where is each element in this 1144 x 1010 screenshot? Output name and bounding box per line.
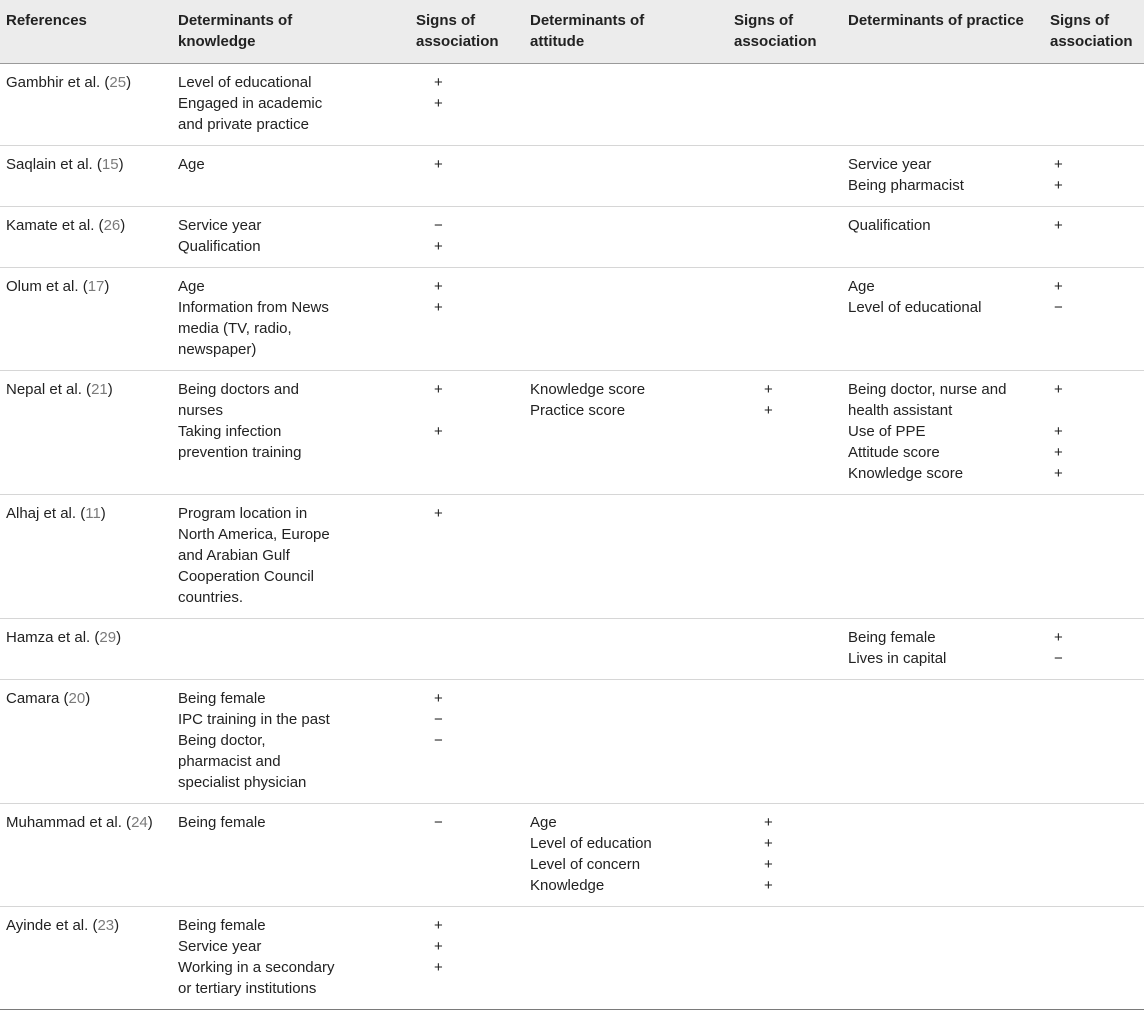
attitude-determinants xyxy=(524,64,696,146)
sign-of-association: − xyxy=(1054,299,1063,316)
knowledge-signs xyxy=(344,64,524,146)
knowledge-determinants xyxy=(172,371,344,495)
knowledge-signs xyxy=(344,680,524,804)
knowledge-determinants xyxy=(172,804,344,907)
sign-of-association: + xyxy=(434,95,443,112)
attitude-signs xyxy=(696,495,842,619)
reference-cell: Kamate et al. (26) xyxy=(0,207,172,268)
practice-determinants-item: Service year xyxy=(848,156,932,173)
sign-of-association: + xyxy=(764,856,773,873)
sign-of-association: + xyxy=(764,381,773,398)
sign-of-association: − xyxy=(434,814,443,831)
attitude-determinants-item: Knowledge score xyxy=(530,381,646,398)
header-row xyxy=(0,0,1144,64)
reference-cell: Saqlain et al. (15) xyxy=(0,146,172,207)
attitude-signs xyxy=(696,207,842,268)
reference-number[interactable]: 24 xyxy=(131,814,148,831)
sign-of-association: + xyxy=(1054,278,1063,295)
knowledge-determinants xyxy=(172,268,344,371)
attitude-signs xyxy=(696,64,842,146)
sign-of-association: − xyxy=(434,711,443,728)
reference-number[interactable]: 20 xyxy=(68,690,86,707)
knowledge-determinants-item: IPC training in the past xyxy=(178,711,330,728)
practice-signs xyxy=(1046,371,1144,495)
knowledge-determinants-item: Qualification xyxy=(178,238,261,255)
knowledge-signs xyxy=(344,495,524,619)
attitude-signs xyxy=(696,146,842,207)
sign-of-association: + xyxy=(434,74,443,91)
reference-name: Ayinde et al. xyxy=(6,917,89,934)
practice-determinants xyxy=(842,64,1046,146)
attitude-signs xyxy=(696,907,842,1010)
knowledge-signs xyxy=(344,619,524,680)
knowledge-determinants-item: Age xyxy=(178,156,205,173)
sign-of-association: − xyxy=(1054,650,1063,667)
table-row xyxy=(0,207,1144,268)
knowledge-determinants-item: Program location in North America, Europe and Arabian Gulf Cooperation Council countries. xyxy=(178,505,330,606)
practice-signs xyxy=(1046,207,1144,268)
header-determinants-practice: Determinants of practice xyxy=(842,0,1046,64)
practice-determinants xyxy=(842,371,1046,495)
reference-cell: Hamza et al. (29) xyxy=(0,619,172,680)
sign-of-association: + xyxy=(1054,465,1063,482)
practice-signs xyxy=(1046,64,1144,146)
practice-determinants xyxy=(842,907,1046,1010)
practice-determinants-item: Attitude score xyxy=(848,444,940,461)
attitude-determinants xyxy=(524,619,696,680)
knowledge-determinants xyxy=(172,207,344,268)
reference-cell: Ayinde et al. (23) xyxy=(0,907,172,1010)
knowledge-signs xyxy=(344,268,524,371)
sign-of-association: + xyxy=(764,402,773,419)
knowledge-determinants-item: Being doctors and nurses xyxy=(178,381,299,419)
attitude-determinants-item: Knowledge xyxy=(530,877,605,894)
header-signs-knowledge: Signs of association xyxy=(344,0,524,64)
attitude-determinants-item: Practice score xyxy=(530,402,626,419)
attitude-determinants xyxy=(524,146,696,207)
practice-signs xyxy=(1046,680,1144,804)
sign-of-association: + xyxy=(434,156,443,173)
practice-determinants-item: Lives in capital xyxy=(848,650,947,667)
attitude-signs xyxy=(696,619,842,680)
table-row xyxy=(0,680,1144,804)
practice-determinants-item: Knowledge score xyxy=(848,465,964,482)
reference-cell: Olum et al. (17) xyxy=(0,268,172,371)
practice-signs xyxy=(1046,907,1144,1010)
table-row xyxy=(0,619,1144,680)
practice-determinants-item: Being female xyxy=(848,629,936,646)
table-row xyxy=(0,371,1144,495)
reference-name: Gambhir et al. xyxy=(6,74,101,91)
sign-of-association: + xyxy=(434,505,443,522)
knowledge-determinants xyxy=(172,907,344,1010)
sign-of-association: + xyxy=(1054,177,1063,194)
attitude-determinants xyxy=(524,371,696,495)
sign-of-association: + xyxy=(434,299,443,316)
practice-determinants xyxy=(842,680,1046,804)
table-row xyxy=(0,146,1144,207)
knowledge-determinants-item: Taking infection prevention training xyxy=(178,423,302,461)
knowledge-signs xyxy=(344,207,524,268)
knowledge-determinants-item: Being female xyxy=(178,814,266,831)
attitude-signs xyxy=(696,371,842,495)
sign-of-association: − xyxy=(434,217,443,234)
practice-determinants xyxy=(842,207,1046,268)
reference-number[interactable]: 15 xyxy=(101,156,119,173)
practice-determinants-item: Use of PPE xyxy=(848,423,926,440)
table-row xyxy=(0,804,1144,907)
practice-determinants-item: Being pharmacist xyxy=(848,177,964,194)
sign-of-association: + xyxy=(434,938,443,955)
practice-determinants-item: Qualification xyxy=(848,217,931,234)
sign-of-association: + xyxy=(764,877,773,894)
reference-number[interactable]: 17 xyxy=(87,278,105,295)
practice-determinants xyxy=(842,268,1046,371)
attitude-determinants-item: Level of education xyxy=(530,835,652,852)
knowledge-signs xyxy=(344,804,524,907)
knowledge-determinants-item: Being doctor, pharmacist and specialist physician xyxy=(178,732,307,791)
reference-number[interactable]: 25 xyxy=(109,74,127,91)
knowledge-signs xyxy=(344,371,524,495)
sign-of-association: + xyxy=(434,690,443,707)
knowledge-determinants-item: Information from News media (TV, radio, newspaper) xyxy=(178,299,329,358)
table-row xyxy=(0,64,1144,146)
sign-of-association: + xyxy=(434,278,443,295)
reference-name: Olum et al. xyxy=(6,278,79,295)
table-row xyxy=(0,907,1144,1010)
knowledge-determinants-item: Service year xyxy=(178,938,262,955)
knowledge-determinants-item: Working in a secondary or tertiary institutions xyxy=(178,959,335,997)
attitude-determinants xyxy=(524,495,696,619)
sign-of-association: + xyxy=(1054,629,1063,646)
header-signs-attitude: Signs of association xyxy=(696,0,842,64)
sign-of-association: + xyxy=(434,381,443,398)
knowledge-determinants-item: Being female xyxy=(178,917,266,934)
reference-name: Nepal et al. xyxy=(6,381,82,398)
attitude-determinants xyxy=(524,907,696,1010)
practice-signs xyxy=(1046,268,1144,371)
reference-name: Camara xyxy=(6,690,60,707)
sign-of-association: + xyxy=(434,917,443,934)
table-row xyxy=(0,268,1144,371)
reference-cell: Muhammad et al. (24) xyxy=(0,804,172,907)
table-row xyxy=(0,495,1144,619)
reference-name: Muhammad et al. xyxy=(6,814,122,831)
knowledge-determinants xyxy=(172,64,344,146)
attitude-determinants-item: Age xyxy=(530,814,557,831)
sign-of-association: + xyxy=(1054,444,1063,461)
sign-of-association: + xyxy=(764,835,773,852)
practice-signs xyxy=(1046,495,1144,619)
attitude-determinants xyxy=(524,804,696,907)
knowledge-signs xyxy=(344,146,524,207)
header-determinants-knowledge: Determinants of knowledge xyxy=(172,0,344,64)
reference-name: Kamate et al. xyxy=(6,217,95,234)
knowledge-determinants xyxy=(172,680,344,804)
reference-number[interactable]: 29 xyxy=(99,629,117,646)
reference-name: Saqlain et al. xyxy=(6,156,93,173)
knowledge-determinants-item: Engaged in academic and private practice xyxy=(178,95,323,133)
knowledge-determinants xyxy=(172,619,344,680)
practice-signs xyxy=(1046,146,1144,207)
sign-of-association: + xyxy=(434,959,443,976)
practice-determinants-item: Being doctor, nurse and health assistant xyxy=(848,381,1007,419)
sign-of-association: + xyxy=(1054,217,1063,234)
reference-cell: Gambhir et al. (25) xyxy=(0,64,172,146)
header-determinants-attitude: Determinants of attitude xyxy=(524,0,696,64)
practice-signs xyxy=(1046,804,1144,907)
practice-determinants-item: Level of educational xyxy=(848,299,982,316)
sign-of-association: + xyxy=(1054,423,1063,440)
reference-number[interactable]: 26 xyxy=(103,217,121,234)
practice-determinants xyxy=(842,619,1046,680)
attitude-signs xyxy=(696,680,842,804)
attitude-signs xyxy=(696,268,842,371)
attitude-determinants xyxy=(524,207,696,268)
knowledge-determinants xyxy=(172,146,344,207)
reference-cell: Camara (20) xyxy=(0,680,172,804)
reference-cell: Nepal et al. (21) xyxy=(0,371,172,495)
reference-number[interactable]: 11 xyxy=(85,505,101,522)
reference-number[interactable]: 23 xyxy=(97,917,115,934)
sign-of-association: + xyxy=(1054,381,1063,398)
knowledge-determinants-item: Being female xyxy=(178,690,266,707)
practice-determinants xyxy=(842,495,1046,619)
practice-determinants xyxy=(842,804,1046,907)
knowledge-signs xyxy=(344,907,524,1010)
reference-number[interactable]: 21 xyxy=(91,381,108,398)
practice-determinants xyxy=(842,146,1046,207)
practice-signs xyxy=(1046,619,1144,680)
knowledge-determinants-item: Level of educational xyxy=(178,74,312,91)
sign-of-association: + xyxy=(1054,156,1063,173)
attitude-determinants-item: Level of concern xyxy=(530,856,641,873)
attitude-determinants xyxy=(524,680,696,804)
practice-determinants-item: Age xyxy=(848,278,875,295)
reference-name: Alhaj et al. xyxy=(6,505,77,522)
knowledge-determinants xyxy=(172,495,344,619)
sign-of-association: − xyxy=(434,732,443,749)
knowledge-determinants-item: Service year xyxy=(178,217,262,234)
header-references: References xyxy=(0,0,172,64)
attitude-signs xyxy=(696,804,842,907)
sign-of-association: + xyxy=(764,814,773,831)
attitude-determinants xyxy=(524,268,696,371)
header-signs-practice: Signs of association xyxy=(1046,0,1144,64)
knowledge-determinants-item: Age xyxy=(178,278,205,295)
reference-name: Hamza et al. xyxy=(6,629,91,646)
sign-of-association: + xyxy=(434,238,443,255)
sign-of-association: + xyxy=(434,423,443,440)
reference-cell: Alhaj et al. (11) xyxy=(0,495,172,619)
